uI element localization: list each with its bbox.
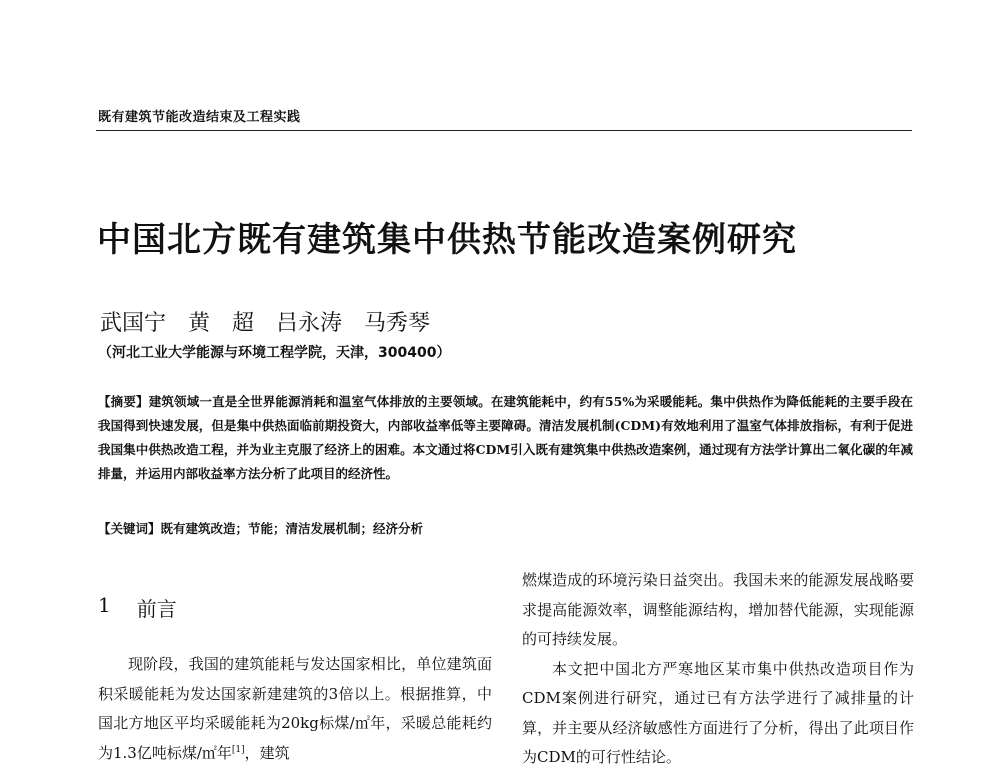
left-column [98,650,492,768]
keywords-text: 既有建筑改造；节能；清洁发展机制；经济分析 [160,521,424,536]
body-paragraph: 本文把中国北方严寒地区某市集中供热改造项目作为CDM案例进行研究，通过已有方法学进行了减排量的计算，并主要从经济敏感性方面进行了分析，得出了此项目作为CDM的可行性结论。 [522,659,914,766]
body-paragraph [98,650,492,768]
abstract-label: 【摘要】 [98,394,149,409]
affiliation: （河北工业大学能源与环境工程学院，天津，300400） [98,345,451,361]
paragraph-text: ，建筑 [244,743,290,762]
abstract [98,390,913,486]
author-name: 吕永涛 [276,311,343,336]
section-heading [98,593,177,622]
keywords-label: 【关键词】 [98,521,161,536]
author-name: 武国宁 [100,311,167,336]
paper-title: 中国北方既有建筑集中供热节能改造案例研究 [97,220,797,260]
author-list [100,306,430,337]
citation-ref[interactable]: [1] [231,744,245,755]
abstract-text: 建筑领域一直是全世界能源消耗和温室气体排放的主要领域。在建筑能耗中，约有55%为采暖能耗。集中供热作为降低能耗的主要手段在我国得到快速发展，但是集中供热面临前期投资大，内部收益率低等主要障碍。清洁发展机制(CDM)有效地利用了温室气体排放指标，有利于促进我国集中供热改造工程，并为业主克服了经济上的困难。本文通过将CDM引入既有建筑集中供热改造案例，通过现有方法学计算出二氧化碳的年减排量，并运用内部收益率方法分析了此项目的经济性。 [98,394,913,481]
author-name: 马秀琴 [364,311,431,336]
paragraph-text: 现阶段，我国的建筑能耗与发达国家相比，单位建筑面积采暖能耗为发达国家新建建筑的3倍以上。根据推算，中国北方地区平均采暖能耗为20kg标煤/㎡年，采暖总能耗约为1.3亿吨标煤/㎡年 [98,655,492,762]
running-header: 既有建筑节能改造结束及工程实践 [98,110,301,125]
section-title: 前言 [136,597,177,621]
section-number: 1 [98,593,111,617]
keywords [98,519,913,537]
right-column [522,566,914,773]
author-name: 黄 超 [188,311,255,336]
body-paragraph: 燃煤造成的环境污染日益突出。我国未来的能源发展战略要求提高能源效率，调整能源结构，增加替代能源，实现能源的可持续发展。 [522,571,914,648]
header-rule [96,130,912,131]
